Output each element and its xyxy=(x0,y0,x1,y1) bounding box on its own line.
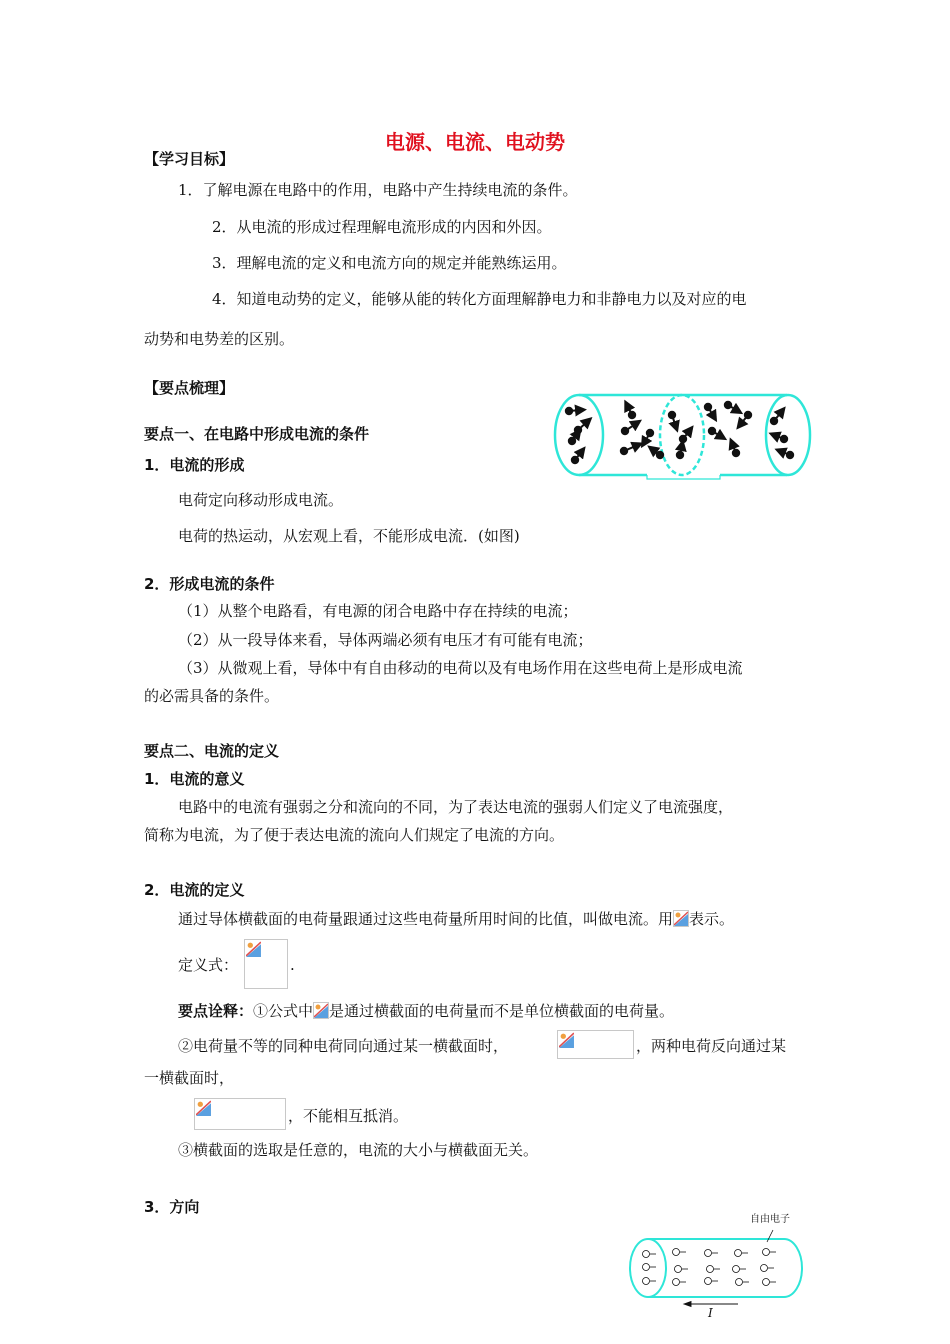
text: ①公式中 xyxy=(253,1002,314,1020)
paragraph: 一横截面时， xyxy=(144,1069,235,1087)
goal-item: 动势和电势差的区别。 xyxy=(144,330,295,348)
goal-item: 2．从电流的形成过程理解电流形成的内因和外因。 xyxy=(212,218,552,236)
paragraph: ，两种电荷反向通过某 xyxy=(636,1037,787,1055)
thermal-motion-figure xyxy=(552,393,814,483)
text: 通过导体横截面的电荷量跟通过这些电荷量所用时间的比值，叫做电流。用 xyxy=(178,910,674,928)
paragraph: ③横截面的选取是任意的，电流的大小与横截面无关。 xyxy=(178,1141,539,1159)
section-heading: 要点一、在电路中形成电流的条件 xyxy=(144,425,370,443)
paragraph: ，不能相互抵消。 xyxy=(288,1107,409,1125)
paragraph: 电路中的电流有强弱之分和流向的不同，为了表达电流的强弱人们定义了电流强度， xyxy=(178,798,734,816)
paragraph: （1）从整个电路看，有电源的闭合电路中存在持续的电流； xyxy=(178,602,578,620)
paragraph: 电荷定向移动形成电流。 xyxy=(178,491,344,509)
paragraph: （3）从微观上看，导体中有自由移动的电荷以及有电场作用在这些电荷上是形成电流 xyxy=(178,659,743,677)
subsection-heading: 1．电流的形成 xyxy=(144,456,245,474)
section-heading: 要点二、电流的定义 xyxy=(144,742,280,760)
image-placeholder-icon xyxy=(673,910,689,927)
paragraph xyxy=(178,909,734,929)
paragraph: ②电荷量不等的同种电荷同向通过某一横截面时， xyxy=(178,1037,509,1055)
points-heading: 【要点梳理】 xyxy=(144,379,235,397)
subsection-heading: 3．方向 xyxy=(144,1198,200,1216)
goal-item: 4．知道电动势的定义，能够从能的转化方面理解静电力和非静电力以及对应的电 xyxy=(212,290,747,308)
paragraph: 的必需具备的条件。 xyxy=(144,687,280,705)
page-title: 电源、电流、电动势 xyxy=(385,130,565,154)
free-electron-label: 自由电子 xyxy=(750,1214,790,1225)
paragraph: 电荷的热运动，从宏观上看，不能形成电流．(如图) xyxy=(178,527,520,545)
free-electron-figure xyxy=(626,1212,806,1322)
formula-end: . xyxy=(290,956,295,974)
goal-item: 3．理解电流的定义和电流方向的规定并能熟练运用。 xyxy=(212,254,567,272)
current-symbol: I xyxy=(708,1306,713,1320)
goal-item: 1．了解电源在电路中的作用，电路中产生持续电流的条件。 xyxy=(178,181,578,199)
note-label: 要点诠释： xyxy=(178,1002,254,1020)
formula-image-placeholder xyxy=(194,1098,286,1130)
formula-label: 定义式： xyxy=(178,956,239,974)
subsection-heading: 1．电流的意义 xyxy=(144,770,245,788)
formula-image-placeholder xyxy=(557,1030,634,1059)
paragraph: （2）从一段导体来看，导体两端必须有电压才有可能有电流； xyxy=(178,631,593,649)
image-placeholder-icon xyxy=(313,1002,329,1019)
paragraph xyxy=(178,1001,674,1021)
paragraph: 简称为电流，为了便于表达电流的流向人们规定了电流的方向。 xyxy=(144,826,565,844)
subsection-heading: 2．形成电流的条件 xyxy=(144,575,275,593)
formula-image-placeholder xyxy=(244,939,288,989)
goals-heading: 【学习目标】 xyxy=(144,150,235,168)
text: 表示。 xyxy=(689,910,735,928)
text: 是通过横截面的电荷量而不是单位横截面的电荷量。 xyxy=(329,1002,675,1020)
subsection-heading: 2．电流的定义 xyxy=(144,881,245,899)
